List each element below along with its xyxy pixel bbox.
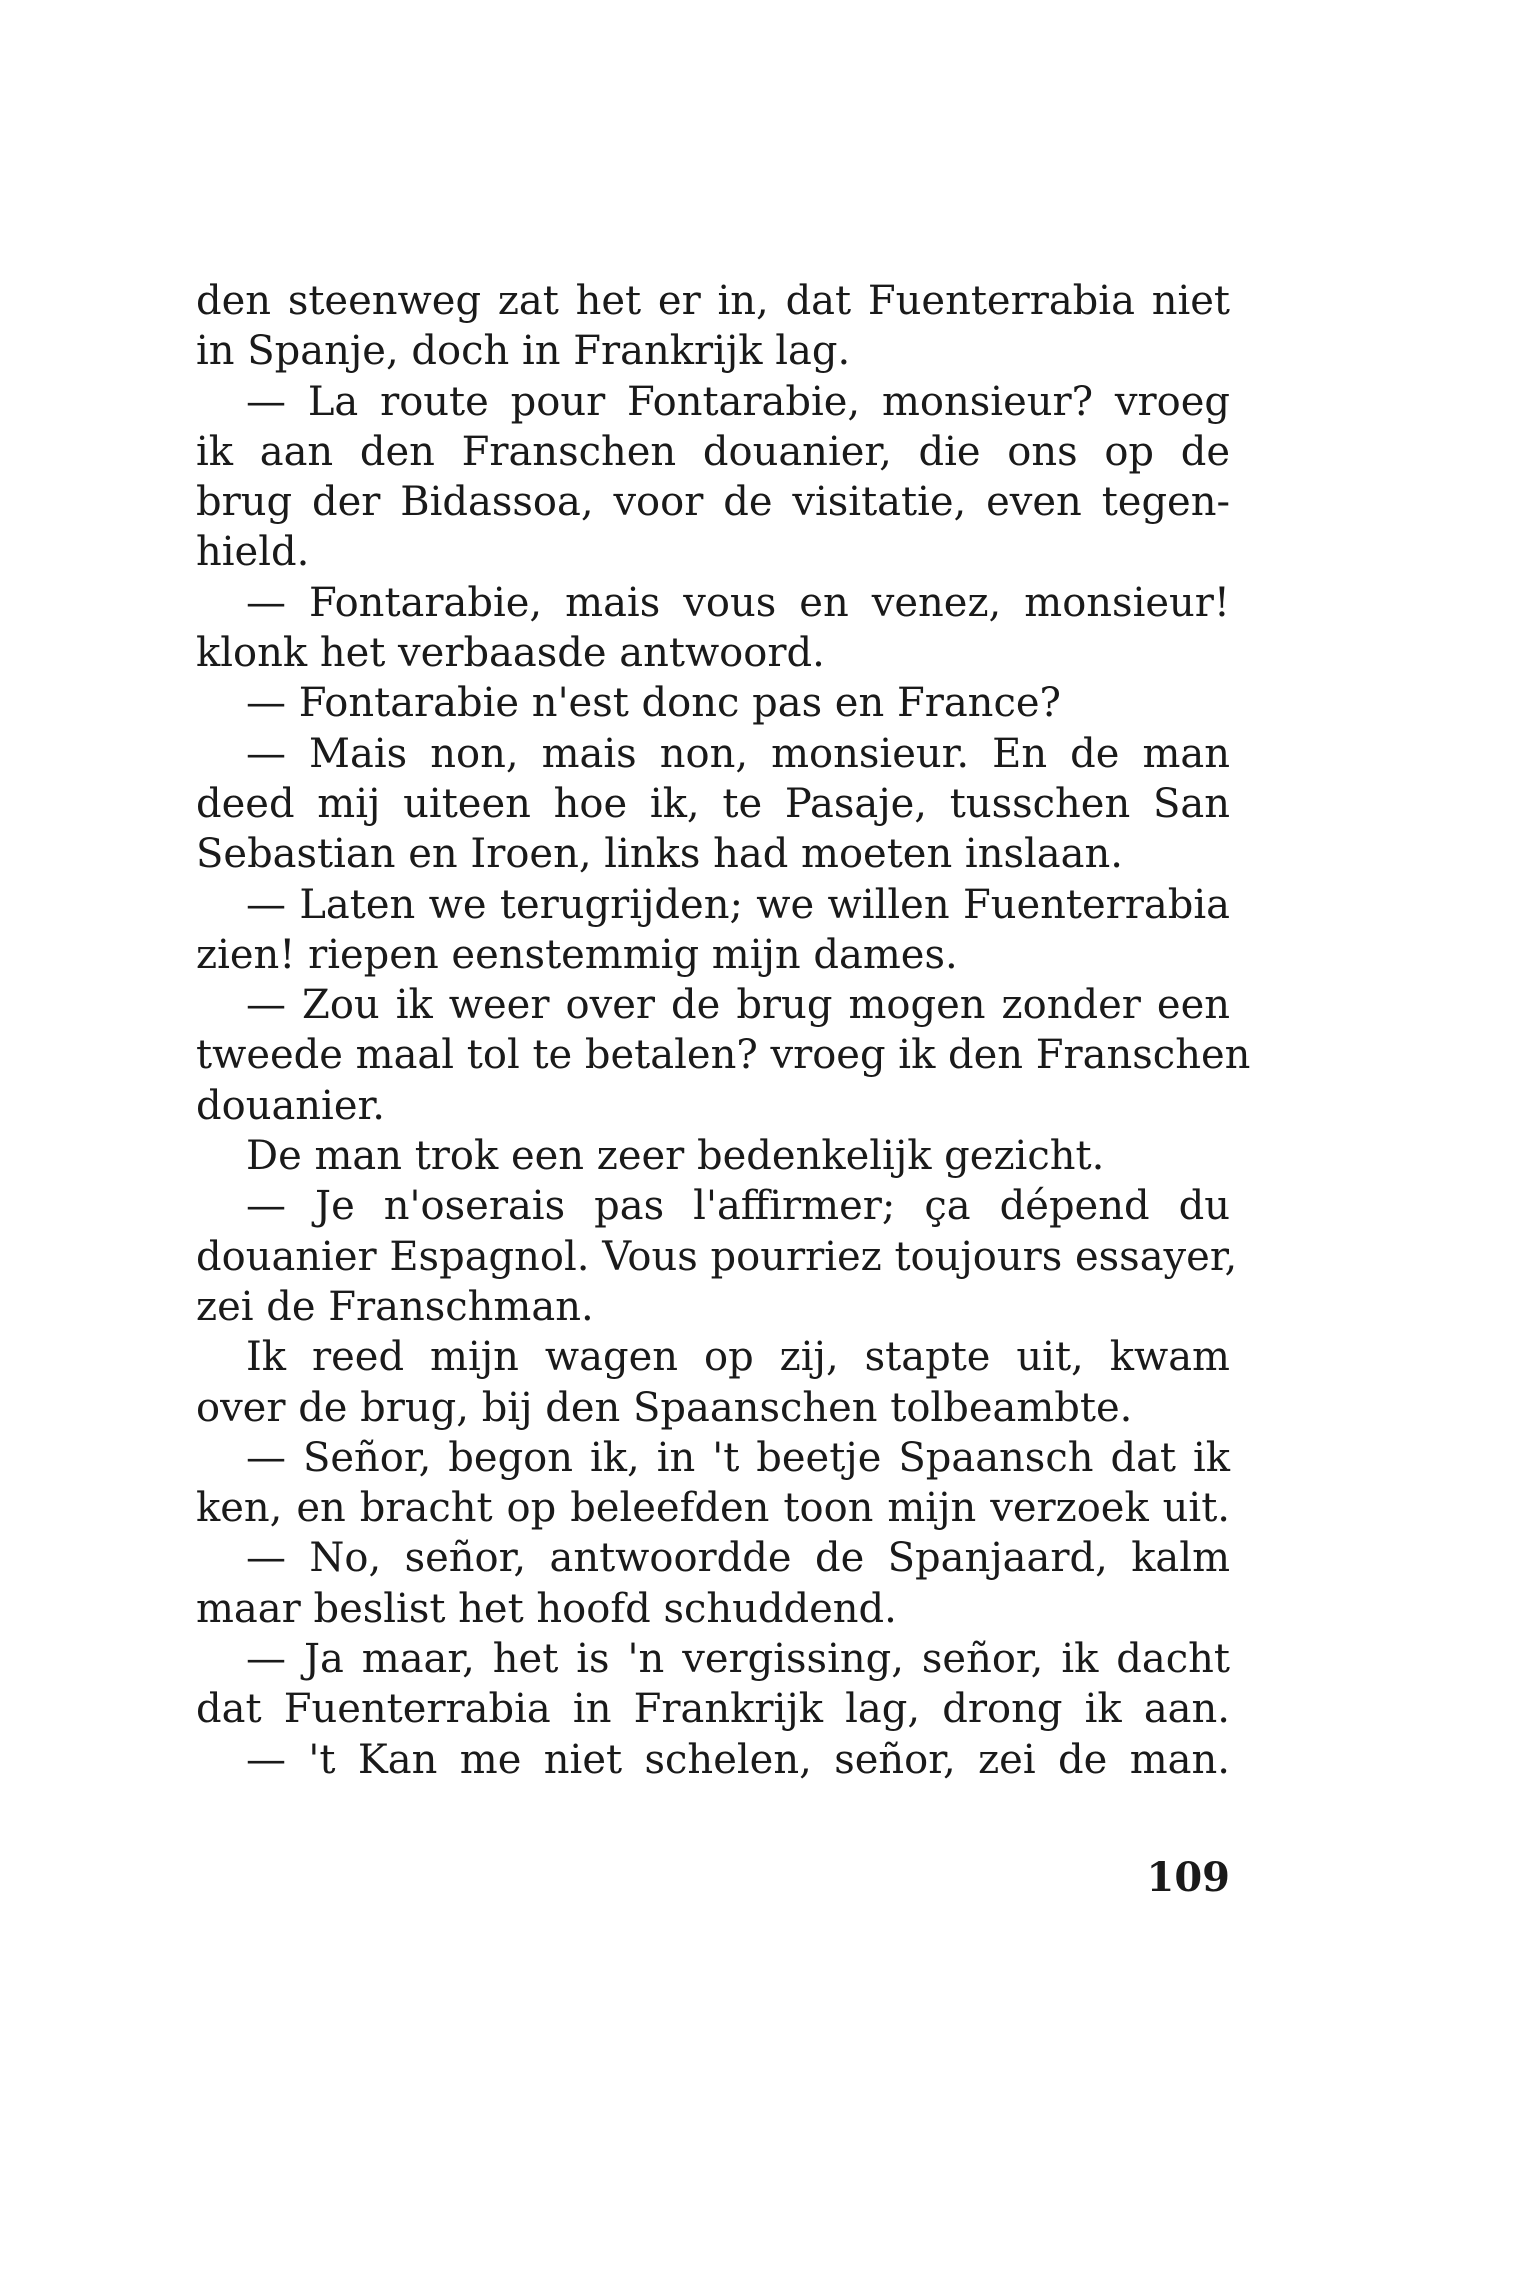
text-line-28: — Ja maar, het is 'n vergissing, señor, ik dacht xyxy=(246,1636,1230,1683)
text-line-26: — No, señor, antwoordde de Spanjaard, kalm xyxy=(246,1535,1230,1582)
text-line-7: — Fontarabie, mais vous en venez, monsieur! xyxy=(246,579,1230,626)
text-line-10: — Mais non, mais non, monsieur. En de man xyxy=(246,730,1230,777)
text-line-5: brug der Bidassoa, voor de visitatie, even tegen- xyxy=(196,479,1230,526)
text-line-11: deed mij uiteen hoe ik, te Pasaje, tusschen San xyxy=(196,780,1230,827)
text-line-22: Ik reed mijn wagen op zij, stapte uit, kwam xyxy=(246,1334,1230,1381)
text-line-12: Sebastian en Iroen, links had moeten inslaan. xyxy=(196,831,1123,878)
text-line-8: klonk het verbaasde antwoord. xyxy=(196,630,825,677)
text-line-24: — Señor, begon ik, in 't beetje Spaansch dat ik xyxy=(246,1434,1230,1481)
text-line-14: zien! riepen eenstemmig mijn dames. xyxy=(196,931,958,978)
text-line-18: De man trok een zeer bedenkelijk gezicht. xyxy=(246,1133,1105,1180)
text-line-6: hield. xyxy=(196,529,310,576)
page-number: 109 xyxy=(1146,1854,1230,1901)
text-line-3: — La route pour Fontarabie, monsieur? vroeg xyxy=(246,378,1230,425)
text-line-29: dat Fuenterrabia in Frankrijk lag, drong ik aan. xyxy=(196,1686,1230,1733)
text-line-1: den steenweg zat het er in, dat Fuenterrabia niet xyxy=(196,278,1230,324)
text-line-15: — Zou ik weer over de brug mogen zonder een xyxy=(246,982,1230,1029)
text-line-30: — 't Kan me niet schelen, señor, zei de man. xyxy=(246,1736,1230,1783)
text-line-25: ken, en bracht op beleefden toon mijn verzoek uit. xyxy=(196,1485,1230,1532)
text-line-9: — Fontarabie n'est donc pas en France? xyxy=(246,680,1061,727)
body-text xyxy=(196,276,1251,1785)
text-line-23: over de brug, bij den Spaanschen tolbeambte. xyxy=(196,1384,1133,1431)
text-line-19: — Je n'oserais pas l'affirmer; ça dépend du xyxy=(246,1183,1230,1230)
text-line-16: tweede maal tol te betalen? vroeg ik den Franschen xyxy=(196,1032,1251,1079)
text-line-27: maar beslist het hoofd schuddend. xyxy=(196,1585,897,1632)
text-line-20: douanier Espagnol. Vous pourriez toujours essayer, xyxy=(196,1233,1238,1280)
text-line-21: zei de Franschman. xyxy=(196,1283,594,1330)
text-line-13: — Laten we terugrijden; we willen Fuenterrabia xyxy=(246,881,1230,928)
text-line-2: in Spanje, doch in Frankrijk lag. xyxy=(196,328,851,375)
text-line-17: douanier. xyxy=(196,1082,385,1129)
text-line-4: ik aan den Franschen douanier, die ons op de xyxy=(196,428,1230,475)
